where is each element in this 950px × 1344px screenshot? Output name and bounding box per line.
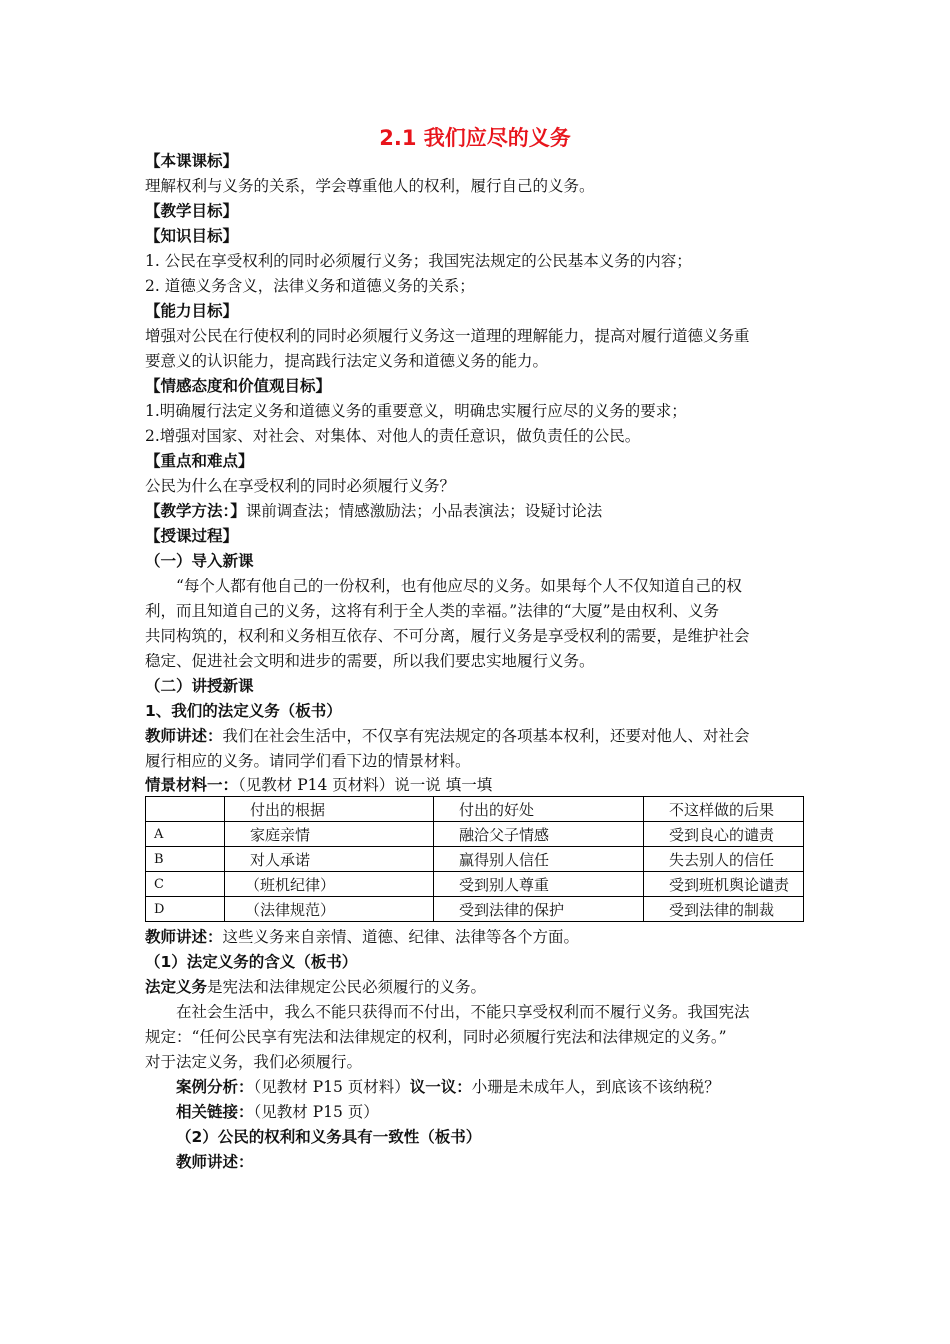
page-title: 2.1 我们应尽的义务: [379, 126, 571, 150]
society-line-2: 规定：“任何公民享有宪法和法律规定的权利，同时必须履行宪法和法律规定的义务。”: [145, 1028, 727, 1046]
teacher-narration-3: 教师讲述：: [176, 1153, 254, 1171]
discuss-label: 议一议：: [409, 1078, 472, 1096]
table-cell: （法律规范）: [225, 897, 434, 922]
table-cell: 受到法律的制裁: [644, 897, 804, 922]
material-line: [145, 774, 810, 796]
table-cell: B: [146, 847, 225, 872]
table-header-row: [146, 797, 804, 822]
heading-emotion-goals: 【情感态度和价值观目标】: [145, 377, 332, 395]
heading-new-lesson: （二）讲授新课: [145, 677, 254, 695]
table-cell: 受到良心的谴责: [644, 822, 804, 847]
link-label: 相关链接：: [176, 1103, 254, 1121]
heading-curriculum: 【本课课标】: [145, 152, 239, 170]
emotion-item-2: 2.增强对国家、对社会、对集体、对他人的责任意识，做负责任的公民。: [145, 427, 641, 445]
methods-line: [145, 500, 810, 522]
key-points-text: 公民为什么在享受权利的同时必须履行义务？: [145, 477, 456, 495]
table-cell: 受到法律的保护: [434, 897, 644, 922]
material-table: [145, 796, 804, 922]
table-cell: C: [146, 872, 225, 897]
case-analysis-line: [145, 1076, 841, 1098]
heading-teaching-goals: 【教学目标】: [145, 202, 239, 220]
case-label: 案例分析：: [176, 1078, 254, 1096]
table-cell: 失去别人的信任: [644, 847, 804, 872]
society-line-1: 在社会生活中，我么不能只获得而不付出，不能只享受权利而不履行义务。我国宪法: [176, 1003, 750, 1021]
teacher-narration-1: [145, 725, 810, 747]
table-cell: D: [146, 897, 225, 922]
teacher-text-1a: 我们在社会生活中，不仅享有宪法规定的各项基本权利，还要对他人、对社会: [222, 727, 750, 745]
case-text-a: （见教材 P15 页材料）: [253, 1078, 410, 1096]
heading-knowledge-goals: 【知识目标】: [145, 227, 239, 245]
material-text: （见教材 P14 页材料）说一说 填一填: [238, 776, 493, 794]
teacher-narration-2: [145, 926, 810, 948]
heading-section-1: 1、我们的法定义务（板书）: [145, 702, 342, 720]
knowledge-item-1: 1. 公民在享受权利的同时必须履行义务；我国宪法规定的公民基本义务的内容；: [145, 252, 692, 270]
intro-line-1: “每个人都有他自己的一份权利，也有他应尽的义务。如果每个人不仅知道自己的权: [176, 577, 742, 595]
table-header-cell: 付出的根据: [225, 797, 434, 822]
table-row: [146, 847, 804, 872]
table-row: [146, 897, 804, 922]
heading-key-points: 【重点和难点】: [145, 452, 254, 470]
heading-intro: （一）导入新课: [145, 552, 254, 570]
table-cell: （班机纪律）: [225, 872, 434, 897]
table-row: [146, 872, 804, 897]
case-text-b: 小珊是未成年人，到底该不该纳税？: [471, 1078, 720, 1096]
teacher-label: 教师讲述：: [145, 727, 223, 745]
table-cell: 受到班机舆论谴责: [644, 872, 804, 897]
table-row: [146, 822, 804, 847]
teacher-text-1b: 履行相应的义务。请同学们看下边的情景材料。: [145, 752, 471, 770]
teacher-text-2: 这些义务来自亲情、道德、纪律、法律等各个方面。: [222, 928, 580, 946]
society-line-3: 对于法定义务，我们必须履行。: [145, 1053, 363, 1071]
knowledge-item-2: 2. 道德义务含义，法律义务和道德义务的关系；: [145, 277, 475, 295]
legal-duty-definition: [145, 976, 810, 998]
heading-process: 【授课过程】: [145, 527, 239, 545]
heading-sub-1: （1）法定义务的含义（板书）: [145, 953, 358, 971]
table-cell: 对人承诺: [225, 847, 434, 872]
ability-line-1: 增强对公民在行使权利的同时必须履行义务这一道理的理解能力，提高对履行道德义务重: [145, 327, 750, 345]
table-header-cell: 付出的好处: [434, 797, 644, 822]
intro-line-2: 利，而且知道自己的义务，这将有利于全人类的幸福。”法律的“大厦”是由权利、义务: [145, 602, 720, 620]
table-cell: 融洽父子情感: [434, 822, 644, 847]
link-text: （见教材 P15 页）: [253, 1103, 379, 1121]
legal-duty-term: 法定义务: [145, 978, 208, 996]
methods-text: 课前调查法；情感激励法；小品表演法；设疑讨论法: [245, 502, 603, 520]
related-link-line: [145, 1101, 841, 1123]
table-cell: 受到别人尊重: [434, 872, 644, 897]
table-header-cell: [146, 797, 225, 822]
table-cell: A: [146, 822, 225, 847]
intro-line-3: 共同构筑的，权利和义务相互依存、不可分离，履行义务是享受权利的需要，是维护社会: [145, 627, 750, 645]
table-cell: 赢得别人信任: [434, 847, 644, 872]
intro-line-4: 稳定、促进社会文明和进步的需要，所以我们要忠实地履行义务。: [145, 652, 595, 670]
material-label: 情景材料一：: [145, 776, 239, 794]
emotion-item-1: 1.明确履行法定义务和道德义务的重要意义，明确忠实履行应尽的义务的要求；: [145, 402, 687, 420]
ability-line-2: 要意义的认识能力，提高践行法定义务和道德义务的能力。: [145, 352, 549, 370]
heading-sub-2: （2）公民的权利和义务具有一致性（板书）: [176, 1128, 482, 1146]
legal-duty-text: 是宪法和法律规定公民必须履行的义务。: [207, 978, 487, 996]
methods-label: 【教学方法：】: [145, 502, 246, 520]
table-header-cell: 不这样做的后果: [644, 797, 804, 822]
heading-ability-goals: 【能力目标】: [145, 302, 239, 320]
curriculum-text: 理解权利与义务的关系，学会尊重他人的权利，履行自己的义务。: [145, 177, 595, 195]
teacher-label: 教师讲述：: [145, 928, 223, 946]
table-cell: 家庭亲情: [225, 822, 434, 847]
